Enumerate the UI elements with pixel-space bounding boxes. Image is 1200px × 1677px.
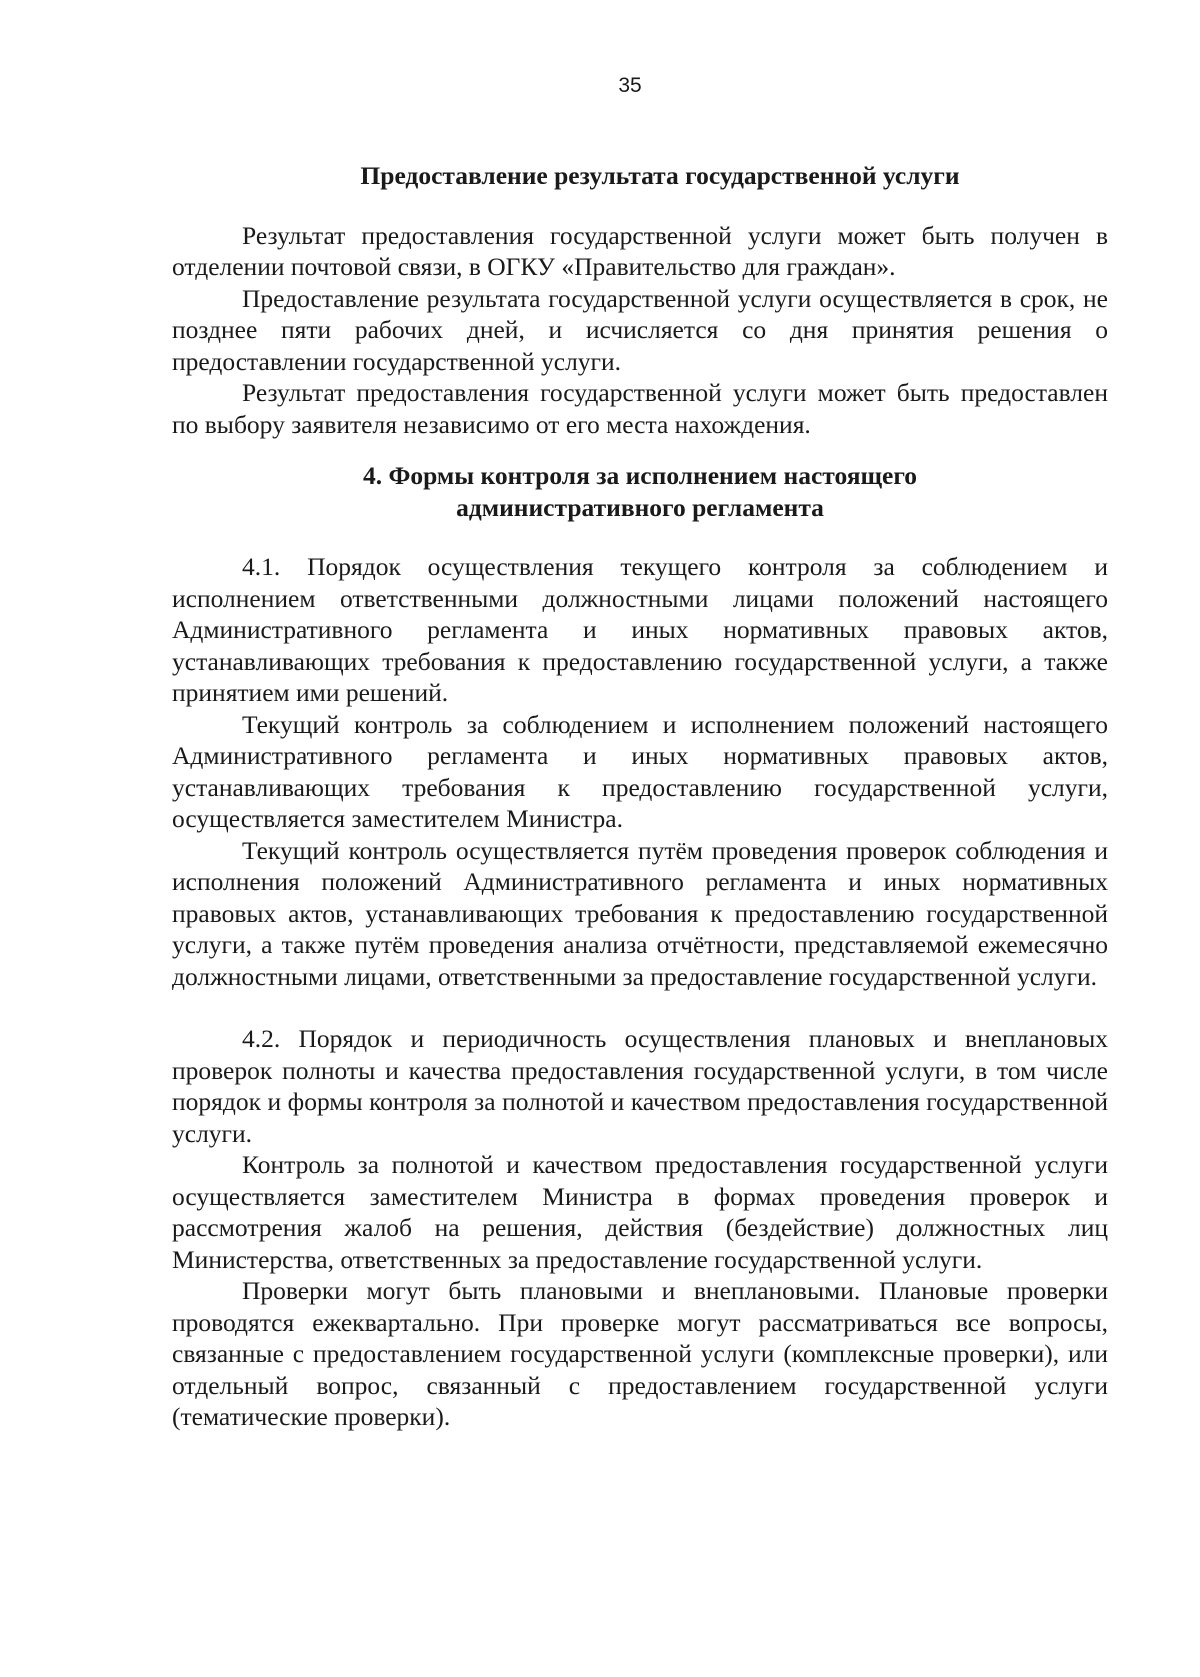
section-4-heading-line-1: 4. Формы контроля за исполнением настоящего bbox=[362, 461, 918, 490]
paragraph-4-2-inspections: Проверки могут быть плановыми и внеплановыми. Плановые проверки проводятся ежеквартально. При проверке могут рассматриваться все вопросы, связанные с предоставлением государственной услуги (комплексные проверки), или отдельный вопрос, связанный с предоставлением государственной услуги (тематические проверки). bbox=[172, 1276, 1108, 1431]
section-result-heading: Предоставление результата государственной услуги bbox=[360, 161, 960, 190]
page-number: 35 bbox=[618, 74, 642, 97]
paragraph-result-2: Предоставление результата государственной услуги осуществляется в срок, не позднее пяти рабочих дней, и исчисляется со дня принятия решения о предоставлении государственной услуги. bbox=[172, 283, 1108, 376]
paragraph-4-1-current-control: Текущий контроль за соблюдением и исполнением положений настоящего Административного регламента и иных нормативных правовых актов, устанавливающих требования к предоставлению государственной услуги, осуществляется заместителем Министра. bbox=[172, 709, 1108, 833]
paragraph-4-2: 4.2. Порядок и периодичность осуществления плановых и внеплановых проверок полноты и качества предоставления государственной услуги, в том числе порядок и формы контроля за полнотой и качеством предоставления государственной услуги. bbox=[172, 1024, 1108, 1148]
paragraph-result-1: Результат предоставления государственной услуги может быть получен в отделении почтовой связи, в ОГКУ «Правительство для граждан». bbox=[172, 220, 1108, 281]
section-4-heading bbox=[172, 460, 1108, 523]
paragraph-4-1-control-method: Текущий контроль осуществляется путём проведения проверок соблюдения и исполнения положений Административного регламента и иных нормативных правовых актов, устанавливающих требования к предоставлению государственной услуги, а также путём проведения анализа отчётности, представляемой ежемесячно должностными лицами, ответственными за предоставление государственной услуги. bbox=[172, 835, 1108, 991]
paragraph-4-2-control: Контроль за полнотой и качеством предоставления государственной услуги осуществляется заместителем Министра в формах проведения проверок и рассмотрения жалоб на решения, действия (бездействие) должностных лиц Министерства, ответственных за предоставление государственной услуги. bbox=[172, 1150, 1108, 1274]
paragraph-result-3: Результат предоставления государственной услуги может быть предоставлен по выбору заявителя независимо от его места нахождения. bbox=[172, 378, 1108, 439]
section-4-heading-line-2: административного регламента bbox=[456, 492, 824, 522]
document-body bbox=[172, 160, 1108, 1433]
paragraph-4-1: 4.1. Порядок осуществления текущего контроля за соблюдением и исполнением ответственными должностными лицами положений настоящего Административного регламента и иных нормативных правовых актов, устанавливающих требования к предоставлению государственной услуги, а также принятием ими решений. bbox=[172, 552, 1108, 707]
